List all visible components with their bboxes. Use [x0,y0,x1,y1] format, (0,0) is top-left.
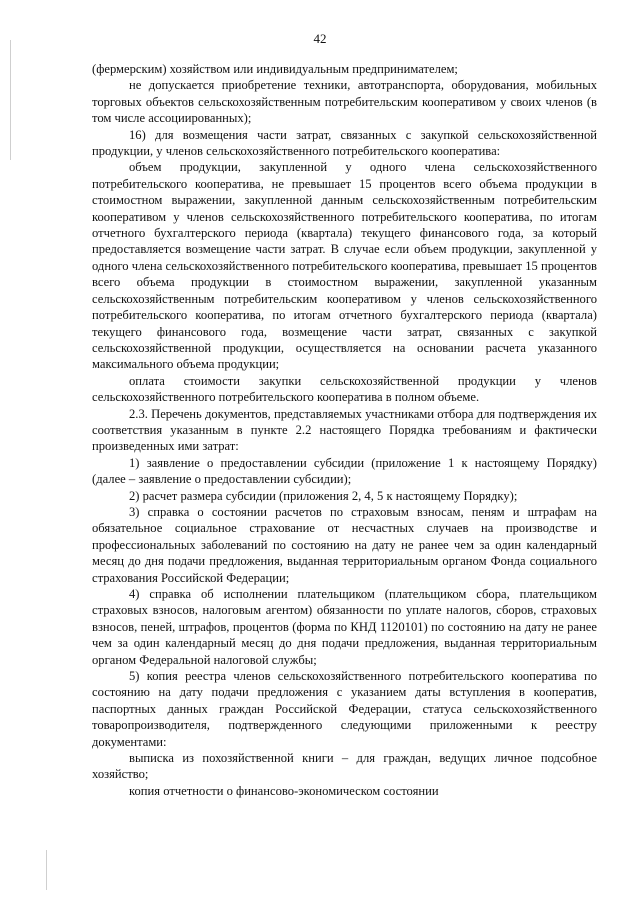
document-body [92,61,597,799]
scan-edge-mark [10,40,11,160]
paragraph: оплата стоимости закупки сельскохозяйственной продукции у членов сельскохозяйственного потребительского кооператива в полном объеме. [92,373,597,405]
page-number: 42 [313,31,327,46]
paragraph: 4) справка об исполнении плательщиком (плательщиком сбора, плательщиком страховых взносов, налоговым агентом) обязанности по уплате налогов, сборов, страховых взносов, пеней, штрафов, процентов (форма по КНД 1120101) по состоянию на дату не ранее чем за один календарный месяц до дня подачи предложения, выданная территориальным органом Федеральной налоговой службы; [92,587,597,667]
paragraph: выписка из похозяйственной книги – для граждан, ведущих личное подсобное хозяйство; [92,751,597,782]
paragraph: 1) заявление о предоставлении субсидии (приложение 1 к настоящему Порядку) (далее – заявление о предоставлении субсидии); [92,455,597,487]
paragraph: (фермерским) хозяйством или индивидуальным предпринимателем; [92,62,458,76]
paragraph: 2.3. Перечень документов, представляемых участниками отбора для подтверждения их соответствия указанным в пункте 2.2 настоящего Порядка требованиям и фактически произведенных ими затрат: [92,406,597,454]
paragraph: 5) копия реестра членов сельскохозяйственного потребительского кооператива по состоянию на дату подачи предложения с указанием даты вступления в кооператив, паспортных данных граждан Российской Федерации, статуса сельскохозяйственного товаропроизводителя, подтвержденного следующими приложенными к реестру документами: [92,669,597,749]
paragraph: 16) для возмещения части затрат, связанных с закупкой сельскохозяйственной продукции, у членов сельскохозяйственного потребительского кооператива: [92,127,597,159]
paragraph: копия отчетности о финансово-экономическом состоянии [129,783,439,798]
scan-edge-mark [46,850,47,890]
paragraph: не допускается приобретение техники, автотранспорта, оборудования, мобильных торговых объектов сельскохозяйственным потребительским кооперативом у своих членов (в том числе ассоциированных); [92,78,597,126]
paragraph: 3) справка о состоянии расчетов по страховым взносам, пеням и штрафам на обязательное социальное страхование от несчастных случаев на производстве и профессиональных заболеваний по состоянию на дату не ранее чем за один календарный месяц до дня подачи предложения, выданная территориальным органом Фонда социального страхования Российской Федерации; [92,504,597,585]
paragraph: объем продукции, закупленной у одного члена сельскохозяйственного потребительского кооператива, не превышает 15 процентов всего объема продукции в стоимостном выражении, закупленной данным сельскохозяйственным потребительским кооперативом у членов сельскохозяйственного потребительского кооператива, по итогам отчетного бухгалтерского периода (квартала) текущего финансового года, за который предоставляется возмещение части затрат. В случае если объем продукции, закупленной у одного члена сельскохозяйственного потребительского кооператива, превышает 15 процентов всего объема продукции в стоимостном выражении, закупленной указанным сельскохозяйственным потребительским кооперативом у членов сельскохозяйственного потребительского кооператива, по итогам отчетного бухгалтерского периода (квартала) текущего финансового года, возмещение части затрат, связанных с закупкой сельскохозяйственной продукции, осуществляется на основании расчета указанного максимального объема продукции; [92,160,597,372]
paragraph: 2) расчет размера субсидии (приложения 2, 4, 5 к настоящему Порядку); [129,488,518,503]
